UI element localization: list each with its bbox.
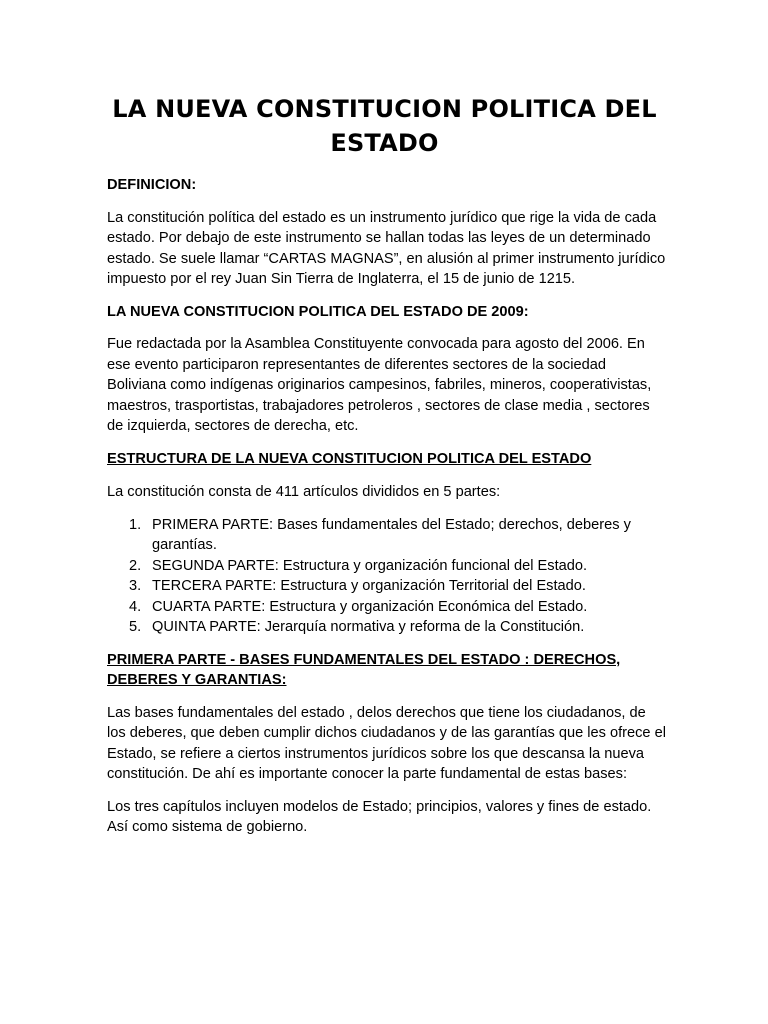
list-number: 4. [129, 598, 142, 615]
list-number: 1. [129, 516, 142, 533]
paragraph-primera-parte: Las bases fundamentales del estado , delos derechos que tiene los ciudadanos, de los deberes, que deben cumplir dichos ciudadanos y de las garantías que les ofrece el Estado, se refiere a ciertos instrumentos jurídicos sobre los que descansa la nueva constitución. De ahí es importante conocer la parte fundamental de estas bases: [107, 704, 666, 782]
list-item-parte-3 [107, 576, 667, 597]
list-item-parte-2 [107, 556, 667, 577]
heading-definicion: DEFINICION: [107, 177, 197, 193]
list-item-text: QUINTA PARTE: Jerarquía normativa y reforma de la Constitución. [152, 619, 585, 635]
document-title: LA NUEVA CONSTITUCION POLITICA DEL ESTADO [112, 95, 657, 157]
heading-primera-parte: PRIMERA PARTE - BASES FUNDAMENTALES DEL ESTADO : DERECHOS, DEBERES Y GARANTIAS: [107, 651, 621, 688]
partes-list [107, 515, 667, 638]
list-item-parte-5 [107, 617, 667, 638]
paragraph-nueva-constitucion: Fue redactada por la Asamblea Constituyente convocada para agosto del 2006. En ese evento participaron representantes de diferentes sectores de la sociedad Boliviana como indígenas originarios campesinos, fabriles, mineros, cooperativistas, maestros, trasportistas, trabajadores petroleros , sectores de clase media , sectores de izquierda, sectores de derecha, etc. [107, 336, 652, 434]
list-number: 3. [129, 578, 142, 594]
paragraph-definicion: La constitución política del estado es un instrumento jurídico que rige la vida de cada estado. Por debajo de este instrumento se hallan todas las leyes de un determinado estado. Se suele llamar “CARTAS MAGNAS”, en alusión al primer instrumento jurídico impuesto por el rey Juan Sin Tierra de Inglaterra, el 15 de junio de 1215. [107, 209, 666, 287]
list-item-text: SEGUNDA PARTE: Estructura y organización funcional del Estado. [152, 557, 588, 574]
list-item-text: PRIMERA PARTE: Bases fundamentales del Estado; derechos, deberes y garantías. [152, 516, 631, 553]
list-number: 5. [129, 619, 142, 635]
document-body [107, 92, 667, 838]
list-item-parte-1 [107, 515, 667, 556]
list-item-text: TERCERA PARTE: Estructura y organización Territorial del Estado. [152, 578, 586, 594]
list-item-text: CUARTA PARTE: Estructura y organización Económica del Estado. [152, 598, 588, 615]
heading-estructura: ESTRUCTURA DE LA NUEVA CONSTITUCION POLITICA DEL ESTADO [107, 450, 592, 467]
paragraph-capitulos: Los tres capítulos incluyen modelos de Estado; principios, valores y fines de estado. Así como sistema de gobierno. [107, 798, 652, 835]
list-number: 2. [129, 557, 142, 574]
paragraph-estructura-intro: La constitución consta de 411 artículos divididos en 5 partes: [107, 484, 501, 500]
list-item-parte-4 [107, 597, 667, 618]
heading-nueva-constitucion-2009: LA NUEVA CONSTITUCION POLITICA DEL ESTADO DE 2009: [107, 303, 529, 320]
